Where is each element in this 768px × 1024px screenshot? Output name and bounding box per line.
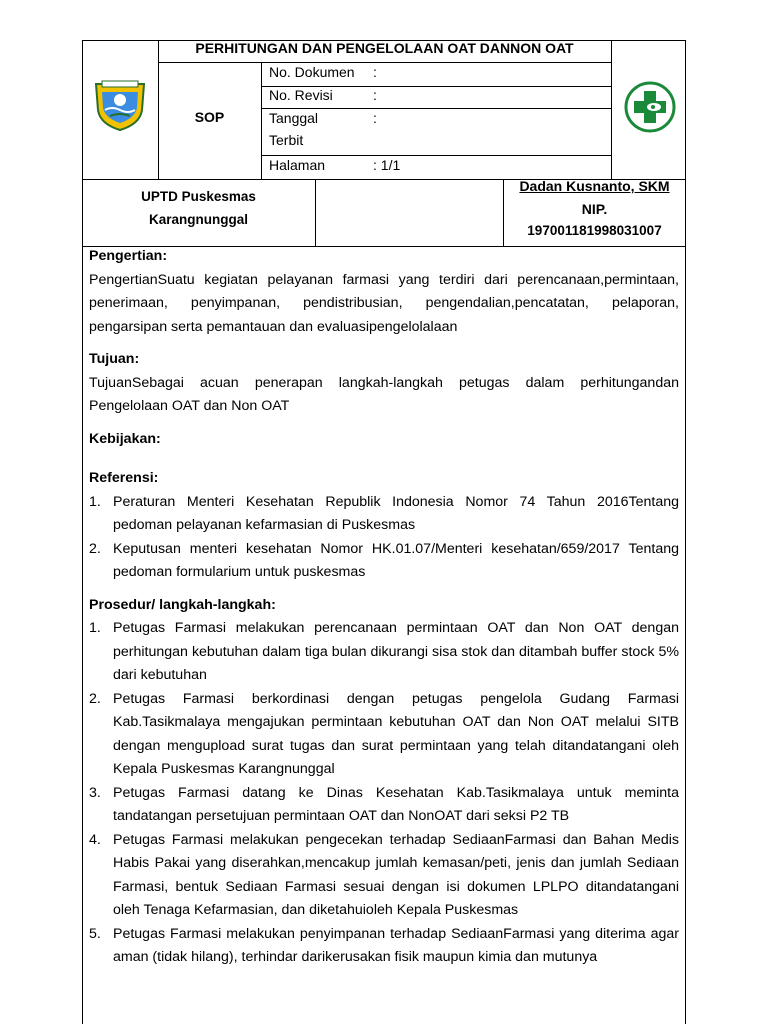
list-item	[89, 538, 679, 585]
list-number: 5.	[89, 925, 101, 942]
prosedur-heading: Prosedur/ langkah-langkah:	[89, 596, 276, 613]
field-label-no-revisi: No. Revisi	[269, 87, 333, 103]
list-item	[89, 782, 679, 829]
document-title: PERHITUNGAN DAN PENGELOLAAN OAT DANNON OAT	[195, 40, 574, 56]
list-item	[89, 617, 679, 688]
sop-label: SOP	[194, 109, 225, 125]
signer-name: Dadan Kusnanto, SKM	[519, 178, 670, 194]
pengertian-text: PengertianSuatu kegiatan pelayanan farmasi yang terdiri dari perencanaan,permintaan, penerimaan, penyimpanan, pendistribusian, pengendalian,pencatatan, pelaporan, pengarsipan serta pemantauan dan evaluasipengelolalaan	[89, 271, 679, 335]
referensi-item-2: Keputusan menteri kesehatan Nomor HK.01.07/Menteri kesehatan/659/2017 Tentang pedoman formularium untuk puskesmas	[113, 540, 679, 580]
prosedur-list	[89, 617, 679, 970]
prosedur-item-2: Petugas Farmasi berkordinasi dengan petugas pengelola Gudang Farmasi Kab.Tasikmalaya mengajukan permintaan kebutuhan OAT dan Non OAT melalui SITB dengan mengupload surat tugas dan surat permintaan yang telah ditandatangani oleh Kepala Puskesmas Karangnunggal	[113, 690, 679, 777]
field-label-no-dokumen: No. Dokumen	[269, 64, 355, 80]
field-value-tanggal: :	[373, 110, 377, 126]
referensi-item-1: Peraturan Menteri Kesehatan Republik Indonesia Nomor 74 Tahun 2016Tentang pedoman pelayanan kefarmasian di Puskesmas	[113, 493, 679, 533]
field-value-no-dokumen: :	[373, 64, 377, 80]
org-name-line2: Karangnunggal	[148, 212, 248, 227]
list-item	[89, 688, 679, 782]
tujuan-text: TujuanSebagai acuan penerapan langkah-langkah petugas dalam perhitungandan Pengelolaan OAT dan Non OAT	[89, 374, 679, 414]
title-underline	[158, 62, 611, 63]
prosedur-item-3: Petugas Farmasi datang ke Dinas Kesehatan Kab.Tasikmalaya untuk meminta tandatangan persetujuan permintaan OAT dan NonOAT dari seksi P2 TB	[113, 784, 679, 824]
document-body	[89, 245, 679, 970]
tujuan-heading: Tujuan:	[89, 351, 140, 367]
pengertian-heading: Pengertian:	[89, 248, 168, 264]
list-number: 2.	[89, 690, 101, 707]
kebijakan-spacer	[89, 451, 679, 467]
kabupaten-emblem-icon	[92, 78, 148, 132]
field-value-halaman: : 1/1	[373, 157, 401, 173]
list-item	[89, 491, 679, 538]
org-name-line1: UPTD Puskesmas	[141, 189, 256, 204]
field-line-3	[261, 155, 611, 156]
referensi-list	[89, 491, 679, 585]
signer-nip: 197001181998031007	[527, 223, 662, 238]
org-col-line	[315, 179, 316, 246]
sop-col-line	[261, 62, 262, 179]
signer-nip-label: NIP.	[581, 201, 608, 217]
prosedur-item-4: Petugas Farmasi melakukan pengecekan terhadap SediaanFarmasi dan Bahan Medis Habis Pakai yang diserahkan,mencakup jumlah kemasan/peti, jenis dan jumlah Sediaan Farmasi, bentuk Sediaan Farmasi sesuai dengan isi dokumen LPLPO ditandatangani oleh Tenaga Kefarmasian, dan diketahuioleh Kepala Puskesmas	[113, 831, 679, 918]
right-logo-col-line	[611, 40, 612, 179]
list-item	[89, 923, 679, 970]
field-label-terbit: Terbit	[269, 132, 304, 148]
kebijakan-heading: Kebijakan:	[89, 430, 161, 447]
prosedur-item-1: Petugas Farmasi melakukan perencanaan permintaan OAT dan Non OAT dengan perhitungan kebutuhan dalam tiga bulan dikurangi sisa stok dan ditambah buffer stock 5% dari kebutuhan	[113, 620, 679, 683]
field-value-no-revisi: :	[373, 87, 377, 103]
list-number: 1.	[89, 493, 101, 510]
list-number: 3.	[89, 784, 101, 801]
list-number: 1.	[89, 620, 101, 636]
puskesmas-logo-icon	[624, 81, 676, 133]
field-label-halaman: Halaman	[269, 157, 326, 173]
list-item	[89, 829, 679, 923]
field-label-tanggal: Tanggal	[269, 110, 319, 126]
referensi-heading: Referensi:	[89, 470, 159, 486]
list-number: 2.	[89, 540, 101, 557]
list-number: 4.	[89, 831, 101, 848]
prosedur-item-5: Petugas Farmasi melakukan penyimpanan terhadap SediaanFarmasi yang diterima agar aman (tidak hilang), terhindar darikerusakan fisik maupun kimia dan mutunya	[113, 925, 679, 965]
field-line-2	[261, 108, 611, 109]
